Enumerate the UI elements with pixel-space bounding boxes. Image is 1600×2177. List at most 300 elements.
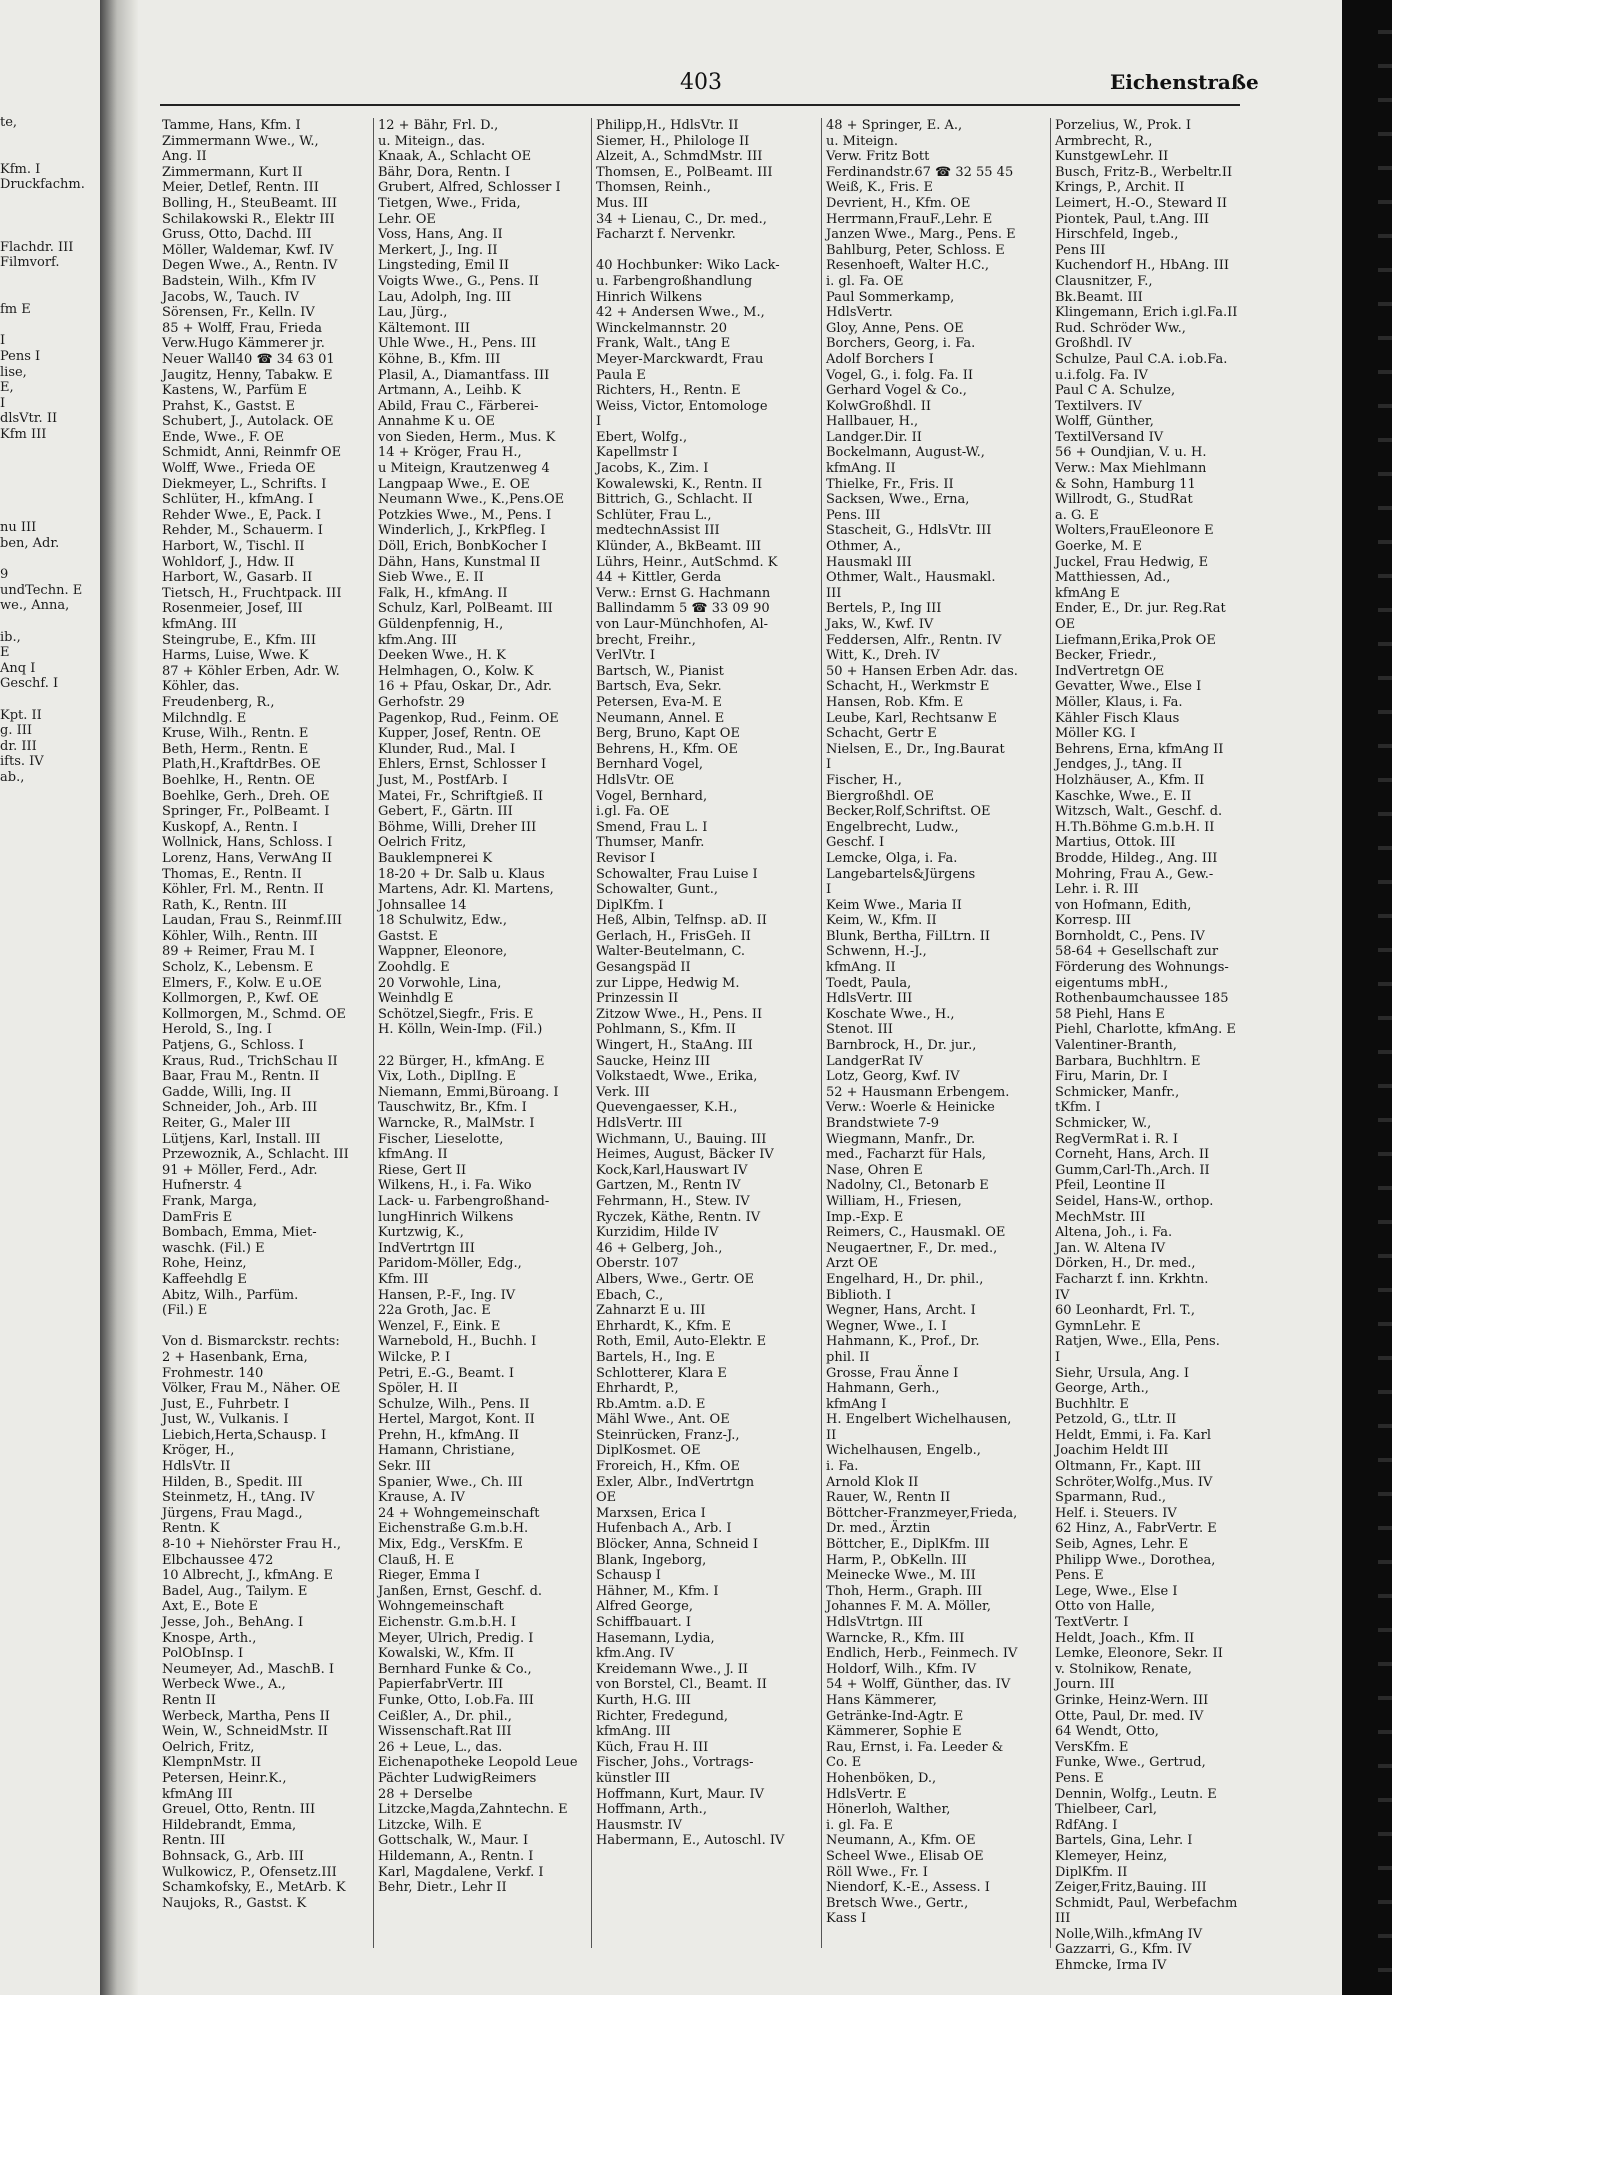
directory-entry-line: Dähn, Hans, Kunstmal II: [378, 554, 541, 570]
directory-entry-line: Hinrich Wilkens: [596, 289, 703, 305]
prev-page-fragment: dlsVtr. II: [0, 411, 58, 427]
directory-entry-line: Steinmetz, H., tAng. IV: [162, 1490, 315, 1506]
directory-entry-line: Prehn, H., kfmAng. II: [378, 1427, 520, 1443]
directory-entry-line: Schamkofsky, E., MetArb. K: [162, 1880, 346, 1896]
directory-entry-line: Martens, Adr. Kl. Martens,: [378, 882, 554, 898]
directory-entry-line: 58-64 + Gesellschaft zur: [1055, 944, 1219, 960]
directory-entry-line: lungHinrich Wilkens: [378, 1209, 514, 1225]
directory-entry-line: Wegner, Hans, Archt. I: [826, 1303, 976, 1319]
directory-entry-line: Eichenstraße G.m.b.H.: [378, 1521, 529, 1537]
directory-entry-line: Hildebrandt, Emma,: [162, 1817, 297, 1833]
directory-entry-line: Döll, Erich, BonbKocher I: [378, 539, 547, 555]
directory-entry-line: 58 Piehl, Hans E: [1055, 1006, 1165, 1022]
directory-entry-line: PolObInsp. I: [162, 1646, 244, 1662]
directory-entry-line: Gadde, Willi, Ing. II: [162, 1084, 292, 1100]
column-divider: [1050, 118, 1051, 1948]
directory-entry-line: künstler III: [596, 1770, 671, 1786]
directory-entry-line: phil. II: [826, 1349, 870, 1365]
prev-page-fragment: [0, 692, 100, 708]
directory-entry-line: Hausmakl III: [826, 554, 912, 570]
directory-entry-line: Wingert, H., StaAng. III: [596, 1038, 753, 1054]
directory-entry-line: Schwenn, H.-J.,: [826, 944, 927, 960]
directory-entry-line: Hahmann, Gerh.,: [826, 1381, 940, 1397]
directory-entry-line: Adolf Borchers I: [826, 351, 934, 367]
directory-entry-line: Diekmeyer, L., Schrifts. I: [162, 476, 327, 492]
directory-entry-line: von Sieden, Herm., Mus. K: [378, 429, 556, 445]
directory-entry-line: Schmidt, Paul, Werbefachm: [1055, 1895, 1238, 1911]
directory-entry-line: 48 + Springer, E. A.,: [826, 118, 963, 133]
directory-entry-line: Pagenkop, Rud., Feinm. OE: [378, 710, 559, 726]
directory-entry-line: Hasemann, Lydia,: [596, 1630, 715, 1646]
directory-entry-line: Clauß, H. E: [378, 1552, 455, 1568]
directory-entry-line: TextVertr. I: [1055, 1615, 1129, 1630]
directory-entry-line: Warncke, R., MalMstr. I: [378, 1116, 535, 1131]
directory-entry-line: Hähner, M., Kfm. I: [596, 1583, 719, 1599]
directory-entry-line: eigentums mbH.,: [1055, 975, 1169, 991]
directory-entry-line: Kurtzwig, K.,: [378, 1225, 464, 1241]
column-5: [1055, 118, 1245, 1974]
directory-entry-line: Möller KG. I: [1055, 726, 1136, 742]
directory-entry-line: Wichelhausen, Engelb.,: [826, 1443, 981, 1459]
directory-entry-line: Grosse, Frau Änne I: [826, 1365, 959, 1381]
directory-entry-line: Brandstwiete 7-9: [826, 1116, 940, 1131]
directory-entry-line: Zimmermann, Kurt II: [162, 164, 303, 180]
directory-entry-line: Schowalter, Gunt.,: [596, 882, 719, 898]
directory-entry-line: 24 + Wohngemeinschaft: [378, 1505, 540, 1521]
directory-entry-line: Berg, Bruno, Kapt OE: [596, 726, 740, 742]
directory-entry-line: Volkstaedt, Wwe., Erika,: [596, 1069, 758, 1085]
page-number: 403: [680, 70, 722, 95]
directory-entry-line: Lack- u. Farbengroßhand-: [378, 1193, 550, 1209]
directory-entry-line: Gastst. E: [378, 928, 438, 944]
directory-entry-line: Schötzel,Siegfr., Fris. E: [378, 1006, 534, 1022]
directory-entry-line: Harbort, W., Gasarb. II: [162, 570, 313, 586]
directory-entry-line: Sörensen, Fr., Kelln. IV: [162, 305, 315, 321]
directory-entry-line: Albers, Wwe., Gertr. OE: [596, 1271, 755, 1287]
directory-entry-line: Funke, Otto, I.ob.Fa. III: [378, 1692, 534, 1708]
directory-entry-line: Lau, Adolph, Ing. III: [378, 289, 512, 305]
directory-entry-line: Neuer Wall40 ☎ 34 63 01: [162, 351, 335, 367]
directory-entry-line: Wolters,FrauEleonore E: [1055, 523, 1214, 539]
directory-entry-line: Thielke, Fr., Fris. II: [826, 476, 954, 492]
directory-entry-line: Kaschke, Wwe., E. II: [1055, 788, 1192, 804]
directory-entry-line: Kröger, H.,: [162, 1443, 235, 1459]
directory-entry-line: GymnLehr. E: [1055, 1318, 1141, 1334]
directory-entry-line: Endlich, Herb., Feinmech. IV: [826, 1646, 1018, 1662]
directory-entry-line: Thomas, E., Rentn. II: [162, 866, 302, 882]
column-divider: [373, 118, 374, 1948]
directory-entry-line: Wohldorf, J., Hdw. II: [162, 554, 295, 570]
directory-entry-line: Behr, Dietr., Lehr II: [378, 1880, 507, 1896]
directory-entry-line: Schmicker, Manfr.,: [1055, 1084, 1180, 1100]
directory-entry-line: Philipp Wwe., Dorothea,: [1055, 1552, 1216, 1568]
prev-page-fragment: Filmvorf.: [0, 255, 60, 271]
prev-page-fragment: 9: [0, 567, 9, 583]
directory-entry-line: Jürgens, Frau Magd.,: [162, 1505, 303, 1521]
directory-entry-line: Vogel, Bernhard,: [596, 788, 708, 804]
prev-page-fragment: Kpt. II: [0, 707, 42, 723]
directory-entry-line: Hufnerstr. 4: [162, 1178, 243, 1194]
directory-entry-line: Blank, Ingeborg,: [596, 1552, 707, 1568]
directory-entry-line: kfm.Ang. IV: [596, 1646, 675, 1662]
prev-page-fragment: [0, 614, 100, 630]
directory-entry-line: Elbchaussee 472: [162, 1552, 274, 1568]
directory-entry-line: Ende, Wwe., F. OE: [162, 429, 285, 445]
directory-entry-line: Bk.Beamt. III: [1055, 289, 1143, 305]
directory-entry-line: Rentn II: [162, 1692, 216, 1708]
directory-entry-line: Barnbrock, H., Dr. jur.,: [826, 1038, 977, 1054]
directory-entry-line: Fischer, Johs., Vortrags-: [596, 1755, 754, 1771]
directory-entry-line: Thomsen, Reinh.,: [596, 180, 711, 196]
directory-entry-line: Grinke, Heinz-Wern. III: [1055, 1692, 1209, 1708]
directory-entry-line: Weiß, K., Fris. E: [826, 180, 934, 196]
directory-entry-line: Potzkies Wwe., M., Pens. I: [378, 507, 552, 523]
directory-entry-line: Bartels, H., Ing. E: [596, 1349, 715, 1365]
directory-entry-line: 10 Albrecht, J., kfmAng. E: [162, 1568, 334, 1584]
prev-page-fragment: [0, 271, 100, 287]
directory-entry-line: Frank, Marga,: [162, 1193, 257, 1209]
directory-entry-line: Kuchendorf H., HbAng. III: [1055, 258, 1229, 274]
directory-entry-line: Buchhltr. E: [1055, 1396, 1129, 1412]
directory-entry-line: Paul Sommerkamp,: [826, 289, 955, 305]
directory-entry-line: Meinecke Wwe., M. III: [826, 1568, 976, 1584]
directory-entry-line: Reiter, G., Maler III: [162, 1116, 291, 1131]
directory-entry-line: Marxsen, Erica I: [596, 1505, 706, 1521]
directory-entry-line: Köhler, Frl. M., Rentn. II: [162, 882, 324, 898]
directory-entry-line: 42 + Andersen Wwe., M.,: [596, 305, 765, 321]
directory-entry-line: IV: [1055, 1287, 1070, 1303]
directory-entry-line: Schiffbauart. I: [596, 1615, 691, 1630]
directory-entry-line: Schneider, Joh., Arb. III: [162, 1100, 318, 1116]
directory-entry-line: Johnsallee 14: [378, 897, 467, 913]
directory-entry-line: Otto von Halle,: [1055, 1599, 1155, 1615]
directory-entry-line: Paula E: [596, 367, 646, 383]
directory-entry-line: Röll Wwe., Fr. I: [826, 1864, 928, 1880]
directory-entry-line: 22a Groth, Jac. E: [378, 1303, 491, 1319]
directory-entry-line: HdlsVertr. E: [826, 1786, 907, 1802]
directory-entry-line: Hoffmann, Arth.,: [596, 1802, 707, 1818]
directory-entry-line: kfmAng. II: [826, 461, 896, 477]
directory-entry-line: Hoffmann, Kurt, Maur. IV: [596, 1786, 764, 1802]
directory-entry-line: Wulkowicz, P., Ofensetz.III: [162, 1864, 337, 1880]
directory-entry-line: Großhdl. IV: [1055, 336, 1132, 352]
directory-entry-line: Patjens, G., Schloss. I: [162, 1038, 304, 1054]
directory-entry-line: Spöler, H. II: [378, 1381, 458, 1397]
directory-entry-line: 14 + Kröger, Frau H.,: [378, 445, 522, 461]
directory-entry-line: III: [826, 585, 842, 601]
directory-entry-line: Porzelius, W., Prok. I: [1055, 118, 1191, 133]
directory-entry-line: Freudenberg, R.,: [162, 694, 275, 710]
directory-entry-line: 12 + Bähr, Frl. D.,: [378, 118, 499, 133]
directory-entry-line: Bombach, Emma, Miet-: [162, 1225, 317, 1241]
directory-entry-line: 85 + Wolff, Frau, Frieda: [162, 320, 322, 336]
directory-entry-line: Seib, Agnes, Lehr. E: [1055, 1537, 1189, 1553]
directory-entry-line: Thielbeer, Carl,: [1055, 1802, 1158, 1818]
directory-entry-line: Roth, Emil, Auto-Elektr. E: [596, 1334, 767, 1350]
directory-entry-line: Schowalter, Frau Luise I: [596, 866, 758, 882]
directory-entry-line: Degen Wwe., A., Rentn. IV: [162, 258, 338, 274]
directory-entry-line: Wiegmann, Manfr., Dr.: [826, 1131, 976, 1147]
directory-entry-line: Artmann, A., Leihb. K: [378, 383, 521, 399]
prev-page-fragment: [0, 489, 100, 505]
prev-page-fragment: [0, 318, 100, 334]
directory-entry-line: Oelrich Fritz,: [378, 835, 467, 851]
directory-entry-line: 40 Hochbunker: Wiko Lack-: [596, 258, 780, 274]
directory-entry-line: Scheel Wwe., Elisab OE: [826, 1848, 984, 1864]
directory-entry-line: Oelrich, Fritz,: [162, 1739, 255, 1755]
directory-entry-line: Nase, Ohren E: [826, 1162, 923, 1178]
directory-entry-line: i. gl. Fa. OE: [826, 273, 904, 289]
directory-entry-line: Schmicker, W.,: [1055, 1116, 1152, 1131]
directory-entry-line: Rehder Wwe., E, Pack. I: [162, 507, 322, 523]
directory-entry-line: Schlüter, H., kfmAng. I: [162, 492, 314, 508]
directory-entry-line: 2 + Hasenbank, Erna,: [162, 1349, 308, 1365]
directory-entry-line: Bauklempnerei K: [378, 850, 493, 866]
directory-entry-line: Barbara, Buchhltrn. E: [1055, 1053, 1201, 1069]
directory-entry-line: Sekr. III: [378, 1459, 431, 1475]
prev-page-fragment: E,: [0, 380, 14, 396]
directory-entry-line: (Fil.) E: [162, 1303, 208, 1319]
directory-entry-line: Lehr. i. R. III: [1055, 882, 1139, 898]
directory-entry-line: Helmhagen, O., Kolw. K: [378, 663, 534, 679]
directory-entry-line: 16 + Pfau, Oskar, Dr., Adr.: [378, 679, 552, 695]
directory-entry-line: Othmer, A.,: [826, 539, 901, 555]
directory-entry-line: IndVertretgn OE: [1055, 663, 1165, 679]
directory-entry-line: Gazzarri, G., Kfm. IV: [1055, 1942, 1192, 1958]
directory-entry-line: kfmAng E: [1055, 585, 1120, 601]
prev-page-fragment: E: [0, 645, 10, 661]
directory-entry-line: Verw.: Max Miehlmann: [1055, 461, 1207, 477]
directory-entry-line: Arzt OE: [826, 1256, 878, 1272]
directory-entry-line: Hamann, Christiane,: [378, 1443, 515, 1459]
directory-entry-line: Arnold Klok II: [826, 1474, 919, 1490]
prev-page-fragment: ifts. IV: [0, 754, 44, 770]
directory-entry-line: Vogel, G., i. folg. Fa. II: [826, 367, 974, 383]
directory-entry-line: Abild, Frau C., Färberei-: [378, 398, 539, 414]
directory-entry-line: Schröter,Wolfg.,Mus. IV: [1055, 1474, 1213, 1490]
directory-entry-line: Kollmorgen, M., Schmd. OE: [162, 1006, 346, 1022]
prev-page-fragment: [0, 146, 100, 162]
directory-entry-line: Verw.: Ernst G. Hachmann: [596, 585, 771, 601]
directory-entry-line: Rud. Schröder Ww.,: [1055, 320, 1186, 336]
directory-entry-line: Janzen Wwe., Marg., Pens. E: [826, 227, 1016, 243]
directory-entry-line: Wollnick, Hans, Schloss. I: [162, 835, 333, 851]
column-1: [162, 118, 370, 1948]
directory-entry-line: Kaffeehdlg E: [162, 1271, 247, 1287]
directory-entry-line: Deeken Wwe., H. K: [378, 648, 506, 664]
directory-entry-line: Elmers, F., Kolw. E u.OE: [162, 975, 322, 991]
directory-entry-line: Funke, Wwe., Gertrud,: [1055, 1755, 1206, 1771]
directory-entry-line: Nolle,Wilh.,kfmAng IV: [1055, 1926, 1203, 1942]
directory-entry-line: Valentiner-Branth,: [1055, 1038, 1177, 1054]
directory-entry-line: Greuel, Otto, Rentn. III: [162, 1802, 316, 1818]
directory-entry-line: RdfAng. I: [1055, 1817, 1118, 1833]
directory-entry-line: Ryczek, Käthe, Rentn. IV: [596, 1209, 761, 1225]
directory-entry-line: Quevengaesser, K.H.,: [596, 1100, 738, 1116]
directory-entry-line: 46 + Gelberg, Joh.,: [596, 1240, 723, 1256]
directory-entry-line: Niemann, Emmi,Büroang. I: [378, 1084, 559, 1100]
directory-entry-line: Jacobs, W., Tauch. IV: [162, 289, 300, 305]
directory-entry-line: Verw. Fritz Bott: [826, 149, 930, 165]
directory-entry-line: Exler, Albr., IndVertrtgn: [596, 1474, 755, 1490]
directory-entry-line: Oltmann, Fr., Kapt. III: [1055, 1459, 1202, 1475]
directory-entry-line: 60 Leonhardt, Frl. T.,: [1055, 1303, 1196, 1319]
directory-entry-line: Schubert, J., Autolack. OE: [162, 414, 334, 430]
prev-page-fragment: dr. III: [0, 738, 37, 754]
directory-entry-line: Revisor I: [596, 850, 655, 866]
directory-entry-line: Resenhoeft, Walter H.C.,: [826, 258, 990, 274]
directory-entry-line: Kuskopf, A., Rentn. I: [162, 819, 298, 835]
directory-entry-line: Toedt, Paula,: [826, 975, 912, 991]
directory-entry-line: Rauer, W., Rentn II: [826, 1490, 951, 1506]
directory-entry-line: Jendges, J., tAng. II: [1055, 757, 1182, 773]
directory-entry-line: Harms, Luise, Wwe. K: [162, 648, 309, 664]
directory-entry-line: Gruss, Otto, Dachd. III: [162, 227, 312, 243]
directory-entry-line: Gevatter, Wwe., Else I: [1055, 679, 1202, 695]
prev-page-fragment: Geschf. I: [0, 676, 59, 692]
directory-entry-line: Joachim Heldt III: [1055, 1443, 1169, 1459]
directory-entry-line: Rentn. K: [162, 1521, 220, 1537]
directory-entry-line: Wappner, Eleonore,: [378, 944, 508, 960]
directory-entry-line: Heß, Albin, Telfnsp. aD. II: [596, 913, 767, 929]
directory-entry-line: Eichenstr. G.m.b.H. I: [378, 1615, 517, 1630]
prev-page-fragment: Druckfachm.: [0, 177, 85, 193]
directory-entry-line: Niendorf, K.-E., Assess. I: [826, 1880, 990, 1896]
directory-entry-line: Becker, Friedr.,: [1055, 648, 1157, 664]
directory-entry-line: Plasil, A., Diamantfass. III: [378, 367, 550, 383]
directory-entry-line: Axt, E., Bote E: [162, 1599, 259, 1615]
directory-entry-line: u Miteign, Krautzenweg 4: [378, 461, 550, 477]
directory-entry-line: Gebert, F., Gärtn. III: [378, 804, 513, 820]
directory-entry-line: Von d. Bismarckstr. rechts:: [162, 1334, 340, 1350]
directory-entry-line: Kass I: [826, 1911, 867, 1927]
directory-entry-line: Wegner, Wwe., I. I: [826, 1318, 947, 1334]
directory-entry-line: kfmAng. II: [378, 1147, 448, 1163]
directory-entry-line: I: [826, 757, 832, 773]
directory-entry-line: Köhler, das.: [162, 679, 240, 695]
directory-entry-line: Hausmstr. IV: [596, 1817, 682, 1833]
directory-entry-line: Kowalski, W., Kfm. II: [378, 1646, 515, 1662]
prev-page-fragment: Pens I: [0, 348, 41, 364]
directory-entry-line: Clausnitzer, F.,: [1055, 273, 1153, 289]
directory-entry-line: Kapellmstr I: [596, 445, 678, 461]
directory-entry-line: Zoohdlg. E: [378, 960, 450, 976]
directory-entry-line: Kurzidim, Hilde IV: [596, 1225, 719, 1241]
directory-entry-line: Hertel, Margot, Kont. II: [378, 1412, 535, 1428]
directory-entry-line: Tamme, Hans, Kfm. I: [162, 118, 301, 133]
directory-entry-line: Kollmorgen, P., Kwf. OE: [162, 991, 319, 1007]
directory-entry-line: Liebich,Herta,Schausp. I: [162, 1427, 327, 1443]
column-3: [596, 118, 818, 1948]
directory-entry-line: Jacobs, K., Zim. I: [596, 461, 709, 477]
directory-entry-line: Eichenapotheke Leopold Leue: [378, 1755, 578, 1771]
directory-entry-line: Rath, K., Rentn. III: [162, 897, 287, 913]
directory-entry-line: Gerlach, H., FrisGeh. II: [596, 928, 751, 944]
directory-entry-line: 8-10 + Niehörster Frau H.,: [162, 1537, 342, 1553]
directory-entry-line: Herold, S., Ing. I: [162, 1022, 272, 1038]
directory-entry-line: Just, E., Fuhrbetr. I: [162, 1396, 290, 1412]
directory-entry-line: Warncke, R., Kfm. III: [826, 1630, 965, 1646]
directory-entry-line: Engelbrecht, Ludw.,: [826, 819, 959, 835]
directory-entry-line: Bockelmann, August-W.,: [826, 445, 985, 461]
directory-entry-line: Kreidemann Wwe., J. II: [596, 1661, 749, 1677]
directory-entry-line: Philipp,H., HdlsVtr. II: [596, 118, 739, 133]
directory-entry-line: Hans Kämmerer,: [826, 1692, 937, 1708]
directory-entry-line: HdlsVtrtgn. III: [826, 1615, 923, 1630]
directory-entry-line: 34 + Lienau, C., Dr. med.,: [596, 211, 767, 227]
directory-entry-line: Wilcke, P. I: [378, 1349, 451, 1365]
directory-entry-line: Wenzel, F., Eink. E: [378, 1318, 501, 1334]
directory-entry-line: Facharzt f. inn. Krkhtn.: [1055, 1271, 1209, 1287]
directory-entry-line: HdlsVertr.: [826, 305, 893, 321]
directory-entry-line: Klünder, A., BkBeamt. III: [596, 539, 762, 555]
directory-entry-line: Corneht, Hans, Arch. II: [1055, 1147, 1210, 1163]
directory-entry-line: Altena, Joh., i. Fa.: [1055, 1225, 1173, 1241]
directory-entry-line: Stenot. III: [826, 1022, 893, 1038]
directory-entry-line: Otte, Paul, Dr. med. IV: [1055, 1708, 1204, 1724]
directory-entry-line: Leimert, H.-O., Steward II: [1055, 195, 1228, 211]
directory-entry-line: [596, 243, 818, 259]
directory-entry-line: Kowalewski, K., Rentn. II: [596, 476, 763, 492]
directory-entry-line: 18-20 + Dr. Salb u. Klaus: [378, 866, 545, 882]
prev-page-fragment: [0, 552, 100, 568]
directory-entry-line: Werbeck, Martha, Pens II: [162, 1708, 330, 1724]
directory-entry-line: Hirschfeld, Ingeb.,: [1055, 227, 1179, 243]
directory-entry-line: Möller, Waldemar, Kwf. IV: [162, 242, 334, 258]
prev-page-fragment: ab.,: [0, 769, 25, 785]
directory-entry-line: Froreich, H., Kfm. OE: [596, 1459, 741, 1475]
directory-entry-line: Gloy, Anne, Pens. OE: [826, 320, 964, 336]
directory-entry-line: von Laur-Münchhofen, Al-: [596, 617, 769, 632]
directory-entry-line: a. G. E: [1055, 507, 1099, 523]
directory-entry-line: IndVertrtgn III: [378, 1240, 475, 1256]
directory-entry-line: kfmAng. II: [826, 960, 896, 976]
directory-entry-line: u.i.folg. Fa. IV: [1055, 367, 1148, 383]
directory-entry-line: Ratjen, Wwe., Ella, Pens.: [1055, 1334, 1220, 1350]
directory-entry-line: kfmAng. III: [596, 1724, 671, 1740]
directory-entry-line: DiplKfm. II: [1055, 1864, 1128, 1880]
prev-page-fragment: [0, 474, 100, 490]
directory-entry-line: Stascheit, G., HdlsVtr. III: [826, 523, 992, 539]
directory-entry-line: OE: [596, 1490, 617, 1506]
directory-entry-line: Brodde, Hildeg., Ang. III: [1055, 850, 1218, 866]
directory-entry-line: Merkert, J., Ing. II: [378, 242, 498, 258]
directory-entry-line: H. Engelbert Wichelhausen,: [826, 1412, 1012, 1428]
directory-entry-line: Hufenbach A., Arb. I: [596, 1521, 732, 1537]
directory-entry-line: Hilden, B., Spedit. III: [162, 1474, 303, 1490]
directory-entry-line: Blöcker, Anna, Schneid I: [596, 1537, 758, 1553]
directory-entry-line: Rothenbaumchaussee 185: [1055, 991, 1229, 1007]
directory-entry-line: Pens III: [1055, 242, 1106, 258]
directory-entry-line: Bolling, H., SteuBeamt. III: [162, 195, 337, 211]
directory-entry-line: Bahlburg, Peter, Schloss. E: [826, 242, 1005, 258]
directory-entry-line: Bretsch Wwe., Gertr.,: [826, 1895, 969, 1911]
directory-entry-line: Knaak, A., Schlacht OE: [378, 149, 532, 165]
directory-entry-line: Kfm. III: [378, 1271, 429, 1287]
directory-entry-line: 44 + Kittler, Gerda: [596, 570, 722, 586]
directory-entry-line: Firu, Marin, Dr. I: [1055, 1069, 1168, 1085]
directory-entry-line: Rau, Ernst, i. Fa. Leeder &: [826, 1739, 1004, 1755]
directory-entry-line: kfmAng. III: [162, 617, 237, 632]
directory-entry-line: Pächter LudwigReimers: [378, 1770, 537, 1786]
directory-entry-line: Knospe, Arth.,: [162, 1630, 257, 1646]
directory-entry-line: [378, 1038, 588, 1054]
prev-page-fragment: ben, Adr.: [0, 536, 60, 552]
column-4: [826, 118, 1046, 1948]
directory-entry-line: Geschf. I: [826, 835, 885, 851]
directory-entry-line: Sacksen, Wwe., Erna,: [826, 492, 970, 508]
directory-entry-line: Piehl, Charlotte, kfmAng. E: [1055, 1022, 1236, 1038]
